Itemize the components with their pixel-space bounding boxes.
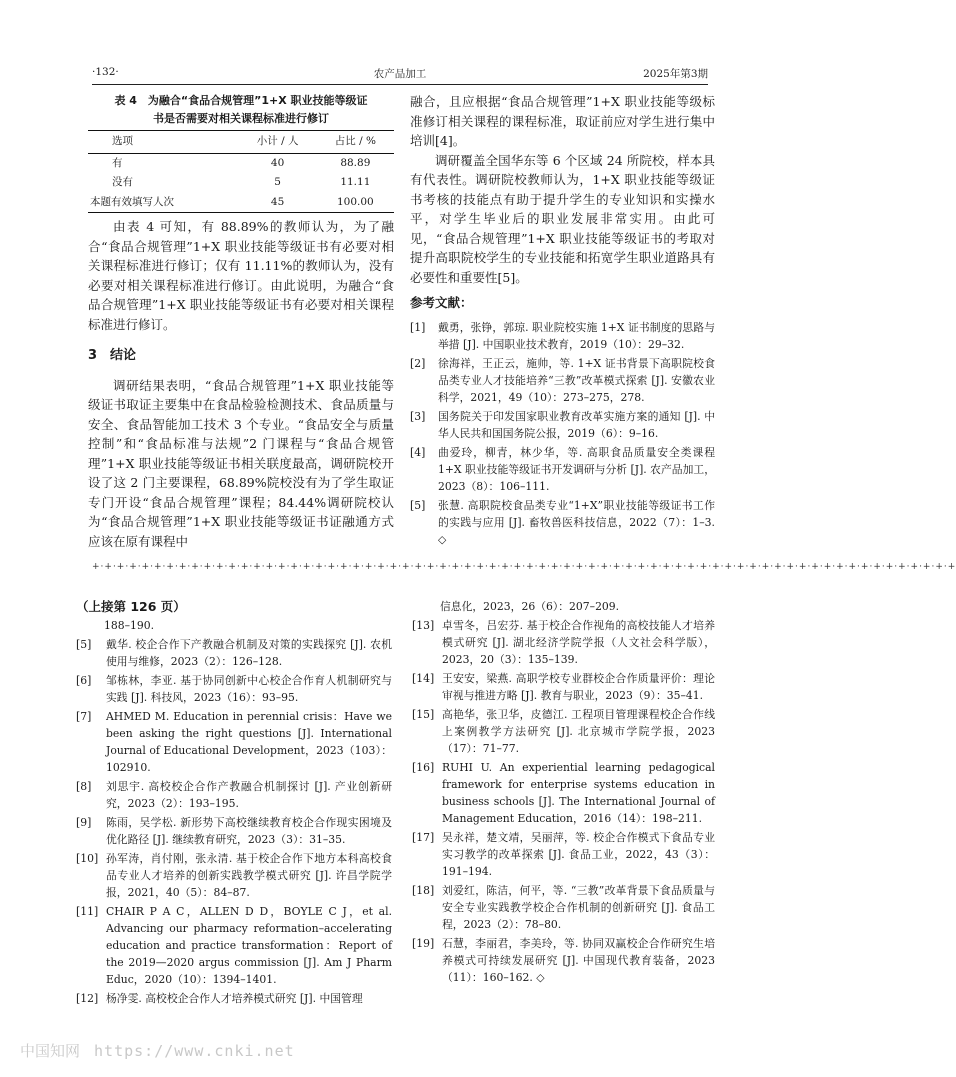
section-divider: +·+·+·+·+·+·+·+·+·+·+·+·+·+·+·+·+·+·+·+·+·+·+·+·+·+·+·+·+·+·+·+·+·+·+·+·+·+·+·+·+·+·+·+·+·+·+·+·+·+·+·+·+·+·+·+·+·+·+·+·+·+·+·+·+·+·+·+·+·+	[92, 562, 956, 572]
reference-item: [15] 高艳华，张卫华，皮德江. 工程项目管理课程校企合作线上案例教学方法研究 [J]. 北京城市学院学报，2023（17）：71–77.	[412, 708, 715, 755]
reference-item: [18] 刘爱红，陈洁，何平，等. “三教”改革背景下食品质量与安全专业实践教学校企合作机制的创新研究 [J]. 食品工程，2023（2）：78–80.	[412, 884, 715, 931]
reference-item: [7] AHMED M. Education in perennial crisis：Have we been asking the right questions [J]. International Journal of Educational Development，2023（103）：102910.	[76, 710, 392, 774]
col-header: 占比 / %	[317, 131, 394, 154]
continued-right-column	[412, 598, 715, 988]
reference-continuation: 信息化，2023，26（6）：207–209.	[440, 600, 620, 613]
reference-item: [14] 王安安，梁燕. 高职学校专业群校企合作质量评价：理论审视与推进方略 [J]. 教育与职业，2023（9）：35–41.	[412, 672, 715, 702]
reference-item: [5] 戴华. 校企合作下产教融合机制及对策的实践探究 [J]. 农机使用与维修，2023（2）：126–128.	[76, 638, 392, 668]
cnki-logo: 中国知网	[20, 1042, 81, 1060]
body-paragraph: 调研结果表明，“食品合规管理”1+X 职业技能等级证书取证主要集中在食品检验检测技术、食品质量与安全、食品智能加工技术 3 个专业。“食品安全与质量控制”和“食品标准与法规”2 门课程与“食品合规管理”1+X 职业技能等级证书相关联度最高，调研院校开设了这 2 门主要课程，68.89%院校没有为了学生取证专门开设“食品合规管理”课程；84.44%调研院校认为“食品合规管理”1+X 职业技能等级证书证融通方式应该在原有课程中	[88, 377, 394, 549]
reference-continuation: 188–190.	[104, 619, 155, 632]
page-number: ·132·	[92, 66, 119, 78]
table-4	[88, 130, 394, 213]
section-title: 3 结论	[88, 348, 137, 363]
body-paragraph: 调研覆盖全国华东等 6 个区域 24 所院校，样本具有代表性。调研院校教师认为，1+X 职业技能等级证书考核的技能点有助于提升学生的专业知识和实操水平，对学生毕业后的职业发展非常实用。由此可见，“食品合规管理”1+X 职业技能等级证书的考取对提升高职院校学生的专业技能和拓宽学生职业道路具有必要性和重要性[5]。	[410, 152, 715, 285]
reference-item: [2] 徐海祥，王正云，施帅，等. 1+X 证书背景下高职院校食品类专业人才技能培养“三教”改革模式探索 [J]. 安徽农业科学，2021，49（10）：273–275，278.	[410, 356, 715, 404]
header-rule	[92, 84, 708, 85]
reference-item: [17] 吴永祥，楚文靖，吴丽萍，等. 校企合作模式下食品专业实习教学的改革探索 [J]. 食品工业，2022，43（3）：191–194.	[412, 831, 715, 878]
body-paragraph: 由表 4 可知，有 88.89%的教师认为，为了融合“食品合规管理”1+X 职业技能等级证书有必要对相关课程标准进行修订；仅有 11.11%的教师认为，没有必要对相关课程标准进行修订。由此说明，为融合“食品合规管理”1+X 职业技能等级证书有必要对相关课程标准进行修订。	[88, 219, 394, 332]
continued-left-column	[76, 598, 392, 1009]
reference-item: [6] 邹栋林，李亚. 基于协同创新中心校企合作育人机制研究与实践 [J]. 科技风，2023（16）：93–95.	[76, 674, 392, 704]
table-caption: 表 4 为融合“食品合规管理”1+X 职业技能等级证 书是否需要对相关课程标准进行修订	[114, 94, 368, 125]
table-row: 没有 5 11.11	[112, 176, 371, 188]
reference-item: [10] 孙军涛，肖付刚，张永清. 基于校企合作下地方本科高校食品专业人才培养的创新实践教学模式研究 [J]. 许昌学院学报，2021，40（5）：84–87.	[76, 852, 392, 899]
col-header: 小计 / 人	[239, 131, 317, 154]
references-title: 参考文献：	[410, 295, 473, 310]
cnki-url[interactable]: https://www.cnki.net	[94, 1042, 295, 1060]
reference-item: [19] 石慧，李丽君，李美玲，等. 协同双赢校企合作研究生培养模式可持续发展研究 [J]. 中国现代教育装备，2023（11）：160–162. ◇	[412, 937, 715, 984]
continued-title: （上接第 126 页）	[76, 599, 186, 614]
reference-item: [3] 国务院关于印发国家职业教育改革实施方案的通知 [J]. 中华人民共和国国务院公报，2019（6）：9–16.	[410, 409, 715, 440]
issue-label: 2025年第3期	[643, 68, 708, 80]
journal-name: 农产品加工	[373, 68, 427, 80]
body-paragraph: 融合，且应根据“食品合规管理”1+X 职业技能等级标准修订相关课程的课程标准，取证前应对学生进行集中培训[4]。	[410, 94, 715, 148]
right-column	[410, 92, 715, 550]
left-column	[88, 92, 394, 551]
reference-item: [5] 张慧. 高职院校食品类专业“1+X”职业技能等级证书工作的实践与应用 [J]. 畜牧兽医科技信息，2022（7）：1–3. ◇	[410, 498, 715, 546]
reference-item: [16] RUHI U. An experiential learning pedagogical framework for enterprise systems education in business schools [J]. The International Journal of Management Education，2016（14）：198–211.	[412, 761, 715, 825]
reference-item: [9] 陈雨，吴学松. 新形势下高校继续教育校企合作现实困境及优化路径 [J]. 继续教育研究，2023（3）：31–35.	[76, 816, 392, 846]
table-row: 本题有效填写人次 45 100.00	[88, 193, 394, 213]
reference-item: [12] 杨净雯. 高校校企合作人才培养模式研究 [J]. 中国管理	[76, 992, 363, 1005]
reference-item: [4] 曲爱玲，柳青，林少华，等. 高职食品质量安全类课程 1+X 职业技能等级证书开发调研与分析 [J]. 农产品加工，2023（8）：106–111.	[410, 445, 715, 493]
reference-item: [8] 刘思宇. 高校校企合作产教融合机制探讨 [J]. 产业创新研究，2023（2）：193–195.	[76, 780, 392, 810]
reference-item: [1] 戴勇，张铮，郭琼. 职业院校实施 1+X 证书制度的思路与举措 [J]. 中国职业技术教育，2019（10）：29–32.	[410, 320, 715, 351]
table-row: 有 40 88.89	[112, 156, 371, 169]
col-header: 选项	[88, 131, 239, 154]
reference-item: [11] CHAIR P A C，ALLEN D D，BOYLE C J，et al. Advancing our pharmacy reformation–accelerating education and practice transformation：Report of the 2019—2020 argus commission [J]. Am J Pharm Educ，2020（10）：1394–1401.	[76, 905, 392, 986]
reference-item: [13] 卓雪冬，吕宏芬. 基于校企合作视角的高校技能人才培养模式研究 [J]. 湖北经济学院学报（人文社会科学版），2023，20（3）：135–139.	[412, 619, 715, 666]
page-header	[92, 66, 708, 82]
watermark-footer	[20, 1040, 295, 1061]
